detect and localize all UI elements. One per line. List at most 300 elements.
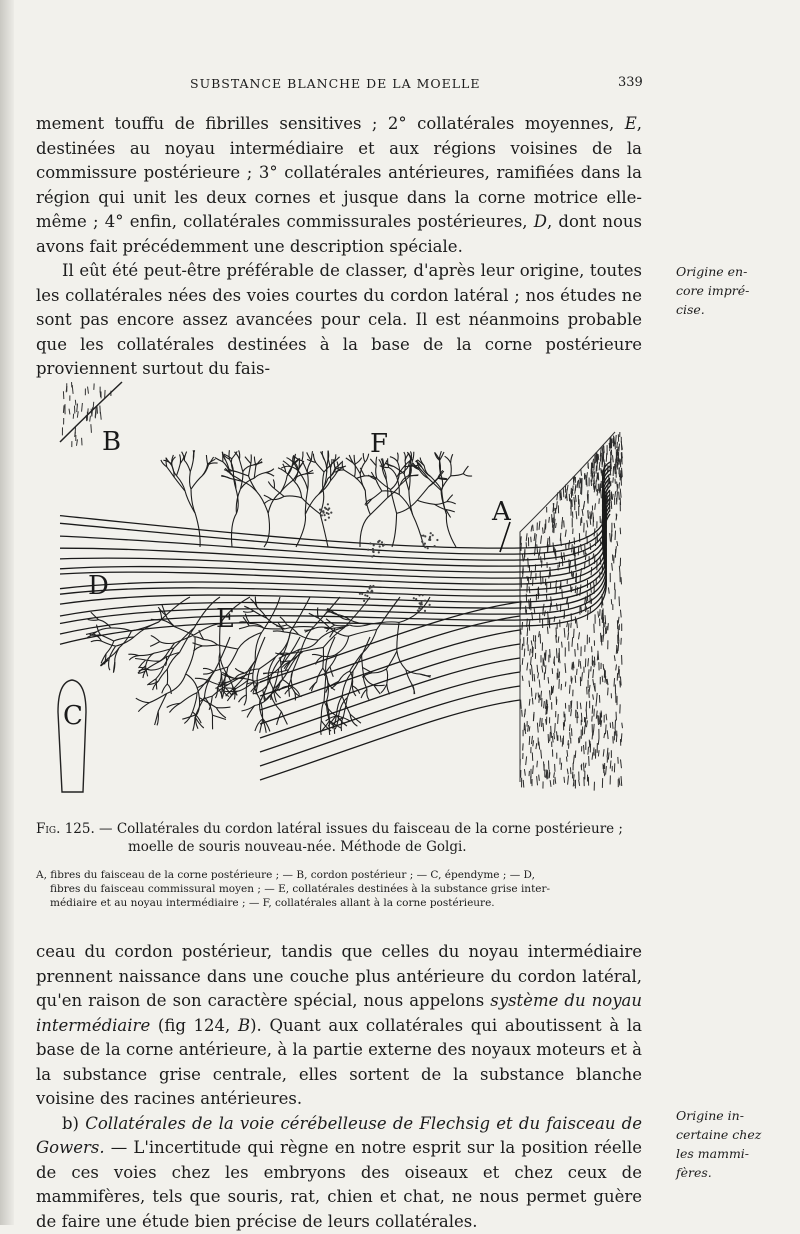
nucleus-clusters	[319, 503, 439, 612]
hatch-stroke	[584, 745, 585, 754]
branch-segment	[446, 514, 456, 547]
hatch-stroke	[555, 777, 556, 784]
hatch-stroke	[583, 504, 584, 509]
branch-segment	[435, 453, 440, 461]
nucleus-dot	[382, 545, 384, 547]
hatch-stroke	[575, 495, 576, 502]
hatch-stroke	[568, 623, 569, 632]
nucleus-dot	[366, 595, 368, 597]
branch-segment	[382, 491, 399, 495]
branch-segment	[390, 457, 398, 462]
hatch-stroke	[536, 743, 537, 749]
branch-segment	[193, 643, 203, 646]
fiber-line	[60, 474, 610, 566]
hatch-stroke	[91, 424, 92, 433]
branch-segment	[313, 454, 315, 463]
hatch-stroke	[569, 724, 570, 731]
hatch-stroke	[578, 547, 579, 556]
branch-segment	[300, 474, 307, 490]
hatch-stroke	[610, 761, 611, 769]
hatch-stroke	[579, 632, 580, 639]
hatch-stroke	[617, 482, 618, 488]
branch-segment	[239, 695, 247, 702]
hatch-stroke	[522, 710, 523, 717]
branch-segment	[354, 455, 355, 464]
nucleus-dot	[421, 541, 423, 543]
fiber-line	[60, 490, 610, 590]
branch-segment	[272, 496, 284, 499]
hatch-stroke	[529, 726, 530, 731]
running-title: SUBSTANCE BLANCHE DE LA MOELLE	[190, 76, 480, 91]
fiber-line	[260, 700, 520, 780]
nucleus-dot	[327, 513, 329, 515]
hatch-stroke	[550, 567, 551, 575]
legend-line: médiaire et au noyau intermédiaire ; — F, collatérales allant à la corne postérieure.	[36, 896, 648, 910]
figure-legend	[36, 868, 648, 910]
hatch-stroke	[535, 693, 536, 700]
hatch-stroke	[598, 738, 599, 745]
hatch-stroke	[619, 482, 620, 488]
hatch-stroke	[620, 610, 621, 618]
branch-segment	[203, 671, 213, 674]
branch-segment	[302, 452, 303, 461]
branch-segment	[215, 458, 223, 462]
paragraph-4-heading: Collatérales de la voie cérébelleuse de Flechsig et du faisceau de Gowers.	[36, 1114, 642, 1158]
branch-segment	[129, 656, 139, 661]
margin-note-2	[676, 1106, 786, 1182]
hatch-stroke	[619, 468, 620, 478]
nucleus-dot	[420, 608, 422, 610]
nucleus-dot	[324, 519, 326, 521]
branch-segment	[376, 466, 377, 479]
hatch-stroke	[620, 681, 621, 688]
nucleus-dot	[319, 509, 321, 511]
hatch-stroke	[531, 665, 532, 674]
nucleus-dot	[327, 509, 329, 511]
hatch-stroke	[567, 485, 568, 491]
branch-segment	[321, 721, 322, 735]
nucleus-dot	[371, 590, 373, 592]
branch-segment	[243, 611, 254, 612]
hatch-stroke	[580, 478, 581, 484]
hatch-stroke	[534, 674, 535, 682]
hatch-stroke	[559, 656, 560, 663]
hatch-stroke	[622, 723, 623, 729]
hatch-stroke	[619, 492, 620, 500]
hatch-stroke	[564, 777, 565, 783]
branch-segment	[109, 660, 110, 671]
hatch-stroke	[604, 733, 605, 738]
hatch-stroke	[589, 685, 590, 692]
hatch-stroke	[613, 477, 614, 482]
branch-segment	[463, 474, 472, 476]
branch-segment	[417, 487, 428, 501]
hatch-stroke	[594, 657, 595, 666]
hatch-stroke	[620, 676, 621, 685]
hatch-stroke	[597, 473, 598, 482]
branch-segment	[243, 465, 254, 472]
hatch-stroke	[543, 527, 544, 533]
hatch-stroke	[560, 533, 561, 541]
hatch-stroke	[579, 780, 580, 786]
branch-segment	[447, 502, 456, 504]
hatch-stroke	[587, 520, 588, 527]
nucleus-dot	[379, 545, 381, 547]
hatch-stroke	[545, 524, 546, 533]
branch-segment	[372, 491, 382, 499]
hatch-stroke	[539, 695, 540, 703]
nucleus-dot	[369, 542, 371, 544]
figure-caption	[36, 820, 648, 856]
hatch-stroke	[570, 767, 571, 774]
hatch-stroke	[576, 620, 577, 628]
branch-segment	[435, 502, 447, 505]
branch-segment	[323, 647, 324, 668]
branch-segment	[167, 674, 186, 694]
hatch-stroke	[571, 709, 572, 716]
branch-segment	[184, 452, 186, 461]
nucleus-dot	[324, 514, 326, 516]
nucleus-dot	[372, 548, 374, 550]
branch-segment	[203, 645, 218, 646]
branch-segment	[180, 454, 181, 463]
nucleus-dot	[323, 512, 325, 514]
branch-segment	[337, 636, 349, 653]
nucleus-dot	[372, 585, 374, 587]
hatch-stroke	[577, 669, 578, 675]
hatch-stroke	[537, 665, 538, 673]
fiber-line	[260, 672, 520, 752]
hatch-stroke	[581, 478, 582, 488]
branch-segment	[281, 466, 290, 468]
branch-segment	[231, 513, 236, 547]
branch-segment	[255, 597, 257, 608]
hatch-stroke	[598, 750, 599, 756]
neuron-drawing	[50, 372, 640, 812]
nucleus-dot	[434, 545, 436, 547]
paragraph-1-label-d: D	[534, 212, 547, 231]
nucleus-dot	[424, 600, 426, 602]
hatch-stroke	[589, 756, 590, 766]
branch-segment	[295, 482, 302, 498]
hatch-stroke	[617, 442, 618, 448]
hatch-stroke	[599, 462, 600, 470]
branch-segment	[389, 467, 397, 477]
hatch-stroke	[540, 718, 541, 727]
branch-segment	[193, 693, 197, 712]
hatch-stroke	[533, 740, 534, 746]
hatch-stroke	[607, 748, 608, 757]
hatch-stroke	[582, 509, 583, 516]
hatch-stroke	[533, 525, 534, 531]
branch-segment	[265, 676, 268, 691]
hatch-stroke	[545, 665, 546, 674]
hatch-stroke	[538, 673, 539, 679]
hatch-stroke	[530, 649, 531, 656]
branch-segment	[115, 648, 119, 662]
branch-segment	[135, 659, 146, 661]
hatch-stroke	[619, 566, 620, 573]
hatch-stroke	[605, 615, 606, 624]
branch-segment	[235, 668, 245, 673]
nucleus-dot	[378, 551, 380, 553]
hatch-stroke	[574, 629, 575, 638]
nucleus-dot	[424, 535, 426, 537]
fiber-line	[260, 658, 520, 738]
branch-segment	[175, 635, 194, 643]
nucleus-dot	[427, 547, 429, 549]
hatch-stroke	[549, 517, 550, 523]
hatch-stroke	[574, 497, 575, 505]
hatch-stroke	[567, 622, 568, 627]
hatch-stroke	[533, 765, 534, 774]
hatch-stroke	[539, 775, 540, 781]
branch-segment	[184, 460, 190, 471]
hatch-stroke	[597, 489, 598, 496]
hatch-stroke	[621, 733, 622, 742]
nucleus-dot	[429, 604, 431, 606]
nucleus-dot	[429, 536, 431, 538]
hatch-stroke	[565, 530, 566, 537]
branch-segment	[281, 476, 287, 492]
branch-segment	[161, 652, 180, 661]
nucleus-dot	[415, 598, 417, 600]
branch-segment	[370, 459, 376, 466]
branch-segment	[150, 642, 160, 647]
hatch-stroke	[621, 776, 622, 786]
fiber-line	[60, 470, 610, 560]
branch-segment	[302, 498, 320, 514]
nucleus-dot	[367, 549, 369, 551]
hatch-stroke	[522, 658, 523, 665]
margin-note-1	[676, 262, 786, 319]
nucleus-dot	[371, 586, 373, 588]
nucleus-dot	[423, 544, 425, 546]
paragraph-2: Il eût été peut-être préférable de classer, d'après leur origine, toutes les collatérales nées des voies courtes du cordon latéral ; nos études ne sont pas encore assez avancées pour cela. Il est néanmoins probable que les collatérales destinées à la base de la corne postérieure proviennent surtout du fais-	[36, 259, 642, 382]
hatch-stroke	[521, 700, 522, 709]
branch-segment	[281, 480, 294, 492]
nucleus-dot	[321, 510, 323, 512]
hatch-stroke	[572, 637, 573, 647]
nucleus-dot	[424, 610, 426, 612]
margin-note-1-line: core impré-	[676, 281, 786, 300]
branch-segment	[288, 686, 289, 697]
branch-segment	[149, 666, 163, 670]
hatch-stroke	[524, 769, 525, 776]
hatch-stroke	[593, 694, 594, 699]
hatch-stroke	[605, 724, 606, 734]
hatch-stroke	[542, 666, 543, 673]
branch-segment	[264, 495, 272, 499]
branch-segment	[216, 707, 230, 708]
branch-segment	[266, 473, 275, 477]
branch-segment	[312, 654, 323, 656]
label-b: B	[102, 427, 121, 457]
top-text-block	[36, 112, 642, 382]
branch-segment	[186, 637, 195, 674]
fiber-line	[260, 686, 520, 766]
branch-segment	[257, 669, 259, 684]
branch-segment	[148, 661, 161, 669]
nucleus-dot	[367, 591, 369, 593]
hatch-stroke	[591, 511, 592, 519]
hatch-stroke	[531, 640, 532, 645]
label-c: C	[63, 701, 83, 731]
hatch-stroke	[598, 611, 599, 617]
page-number: 339	[618, 75, 643, 90]
nucleus-dot	[381, 541, 383, 543]
hatch-stroke	[549, 690, 550, 700]
hatch-stroke	[619, 778, 620, 786]
hatch-stroke	[562, 738, 563, 747]
hatch-stroke	[571, 587, 572, 592]
hatch-stroke	[550, 732, 551, 741]
hatch-stroke	[613, 722, 614, 729]
caption-label: Fig. 125.	[36, 821, 95, 837]
hatch-stroke	[550, 603, 551, 611]
hatch-stroke	[564, 520, 565, 527]
nucleus-dot	[324, 507, 326, 509]
hatch-stroke	[618, 666, 619, 674]
branch-segment	[386, 480, 388, 498]
hatch-stroke	[544, 761, 545, 769]
nucleus-dot	[369, 587, 371, 589]
hatch-stroke	[601, 712, 602, 718]
nucleus-dot	[418, 594, 420, 596]
hatch-stroke	[618, 617, 619, 624]
hatch-stroke	[619, 444, 620, 452]
branch-segment	[177, 464, 181, 476]
hatch-stroke	[529, 681, 530, 687]
branch-segment	[397, 477, 400, 494]
branch-segment	[163, 460, 171, 464]
branch-segment	[151, 636, 160, 642]
branch-segment	[285, 627, 314, 629]
hatch-stroke	[601, 468, 602, 473]
nucleus-dot	[363, 600, 365, 602]
hatch-stroke	[603, 664, 604, 670]
hatch-stroke	[527, 576, 528, 581]
branch-segment	[376, 480, 382, 491]
hatch-stroke	[564, 628, 565, 638]
branch-segment	[128, 654, 139, 655]
hatch-stroke	[606, 766, 607, 775]
branch-segment	[409, 491, 413, 515]
branch-segment	[397, 500, 418, 513]
branch-segment	[298, 635, 318, 641]
paragraph-3-term: système du noyau intermédiaire	[36, 991, 642, 1035]
hatch-stroke	[621, 453, 622, 463]
hatch-stroke	[544, 701, 545, 708]
hatch-stroke	[571, 571, 572, 577]
hatch-stroke	[581, 469, 582, 476]
branch-segment	[193, 717, 195, 731]
branch-segment	[370, 497, 387, 514]
margin-note-2-line: les mammi-	[676, 1144, 786, 1163]
hatch-stroke	[569, 685, 570, 694]
fiber-line	[60, 486, 610, 584]
hatch-stroke	[603, 634, 604, 642]
branch-segment	[311, 451, 312, 460]
hatch-stroke	[100, 405, 101, 413]
branch-segment	[136, 698, 150, 703]
margin-note-2-line: certaine chez	[676, 1125, 786, 1144]
hatch-stroke	[557, 731, 558, 740]
hatch-stroke	[593, 679, 594, 686]
hatch-stroke	[544, 653, 545, 660]
branch-segment	[417, 500, 434, 504]
hatch-stroke	[598, 454, 599, 460]
branch-segment	[180, 693, 197, 704]
hatch-stroke	[594, 724, 595, 731]
hatch-stroke	[610, 533, 611, 541]
branch-segment	[377, 479, 391, 490]
hatch-stroke	[620, 759, 621, 768]
nucleus-dot	[417, 610, 419, 612]
hatch-stroke	[586, 475, 587, 485]
margin-note-1-line: Origine en-	[676, 262, 786, 281]
nucleus-dot	[364, 594, 366, 596]
hatch-stroke	[548, 677, 549, 683]
branch-segment	[239, 460, 242, 472]
hatch-stroke	[528, 725, 529, 732]
hatch-stroke	[532, 698, 533, 705]
branch-segment	[447, 495, 453, 502]
hatch-stroke	[523, 780, 524, 788]
hatch-stroke	[554, 547, 555, 555]
nucleus-dot	[371, 555, 373, 557]
branch-segment	[445, 456, 451, 463]
hatch-stroke	[82, 403, 83, 412]
hatch-stroke	[527, 663, 528, 671]
nucleus-dot	[424, 546, 426, 548]
branch-segment	[228, 649, 238, 667]
hatch-stroke	[541, 560, 542, 567]
hatch-stroke	[559, 672, 560, 679]
hatch-stroke	[580, 661, 581, 669]
hatch-stroke	[588, 747, 589, 755]
hatch-stroke	[537, 761, 538, 768]
paragraph-1-part-a: mement touffu de fibrilles sensitives ; 2° collatérales moyennes,	[36, 114, 625, 133]
hatch-stroke	[553, 686, 554, 693]
hatch-stroke	[601, 633, 602, 642]
hatch-stroke	[560, 735, 561, 742]
branch-segment	[154, 648, 174, 653]
hatch-stroke	[76, 439, 77, 445]
hatch-stroke	[582, 672, 583, 681]
hatch-stroke	[97, 406, 98, 414]
branch-segment	[342, 461, 344, 470]
branch-segment	[190, 459, 193, 471]
branch-segment	[296, 514, 306, 547]
paragraph-4-prefix: b)	[62, 1114, 85, 1133]
hatch-stroke	[575, 486, 576, 494]
branch-segment	[162, 684, 168, 693]
hatch-stroke	[90, 416, 91, 422]
margin-note-1-line: cise.	[676, 300, 786, 319]
hatch-stroke	[539, 521, 540, 530]
hatch-stroke	[607, 679, 608, 685]
branch-segment	[281, 712, 287, 725]
nucleus-dot	[327, 503, 329, 505]
hatch-stroke	[575, 750, 576, 757]
hatch-stroke	[529, 699, 530, 706]
branch-segment	[242, 481, 256, 491]
branch-segment	[451, 474, 464, 476]
legend-line: A, fibres du faisceau de la corne postérieure ; — B, cordon postérieur ; — C, épendyme ; — D,	[36, 868, 648, 882]
bottom-text-block	[36, 940, 642, 1234]
caption-line-2: moelle de souris nouveau-née. Méthode de Golgi.	[36, 838, 648, 856]
